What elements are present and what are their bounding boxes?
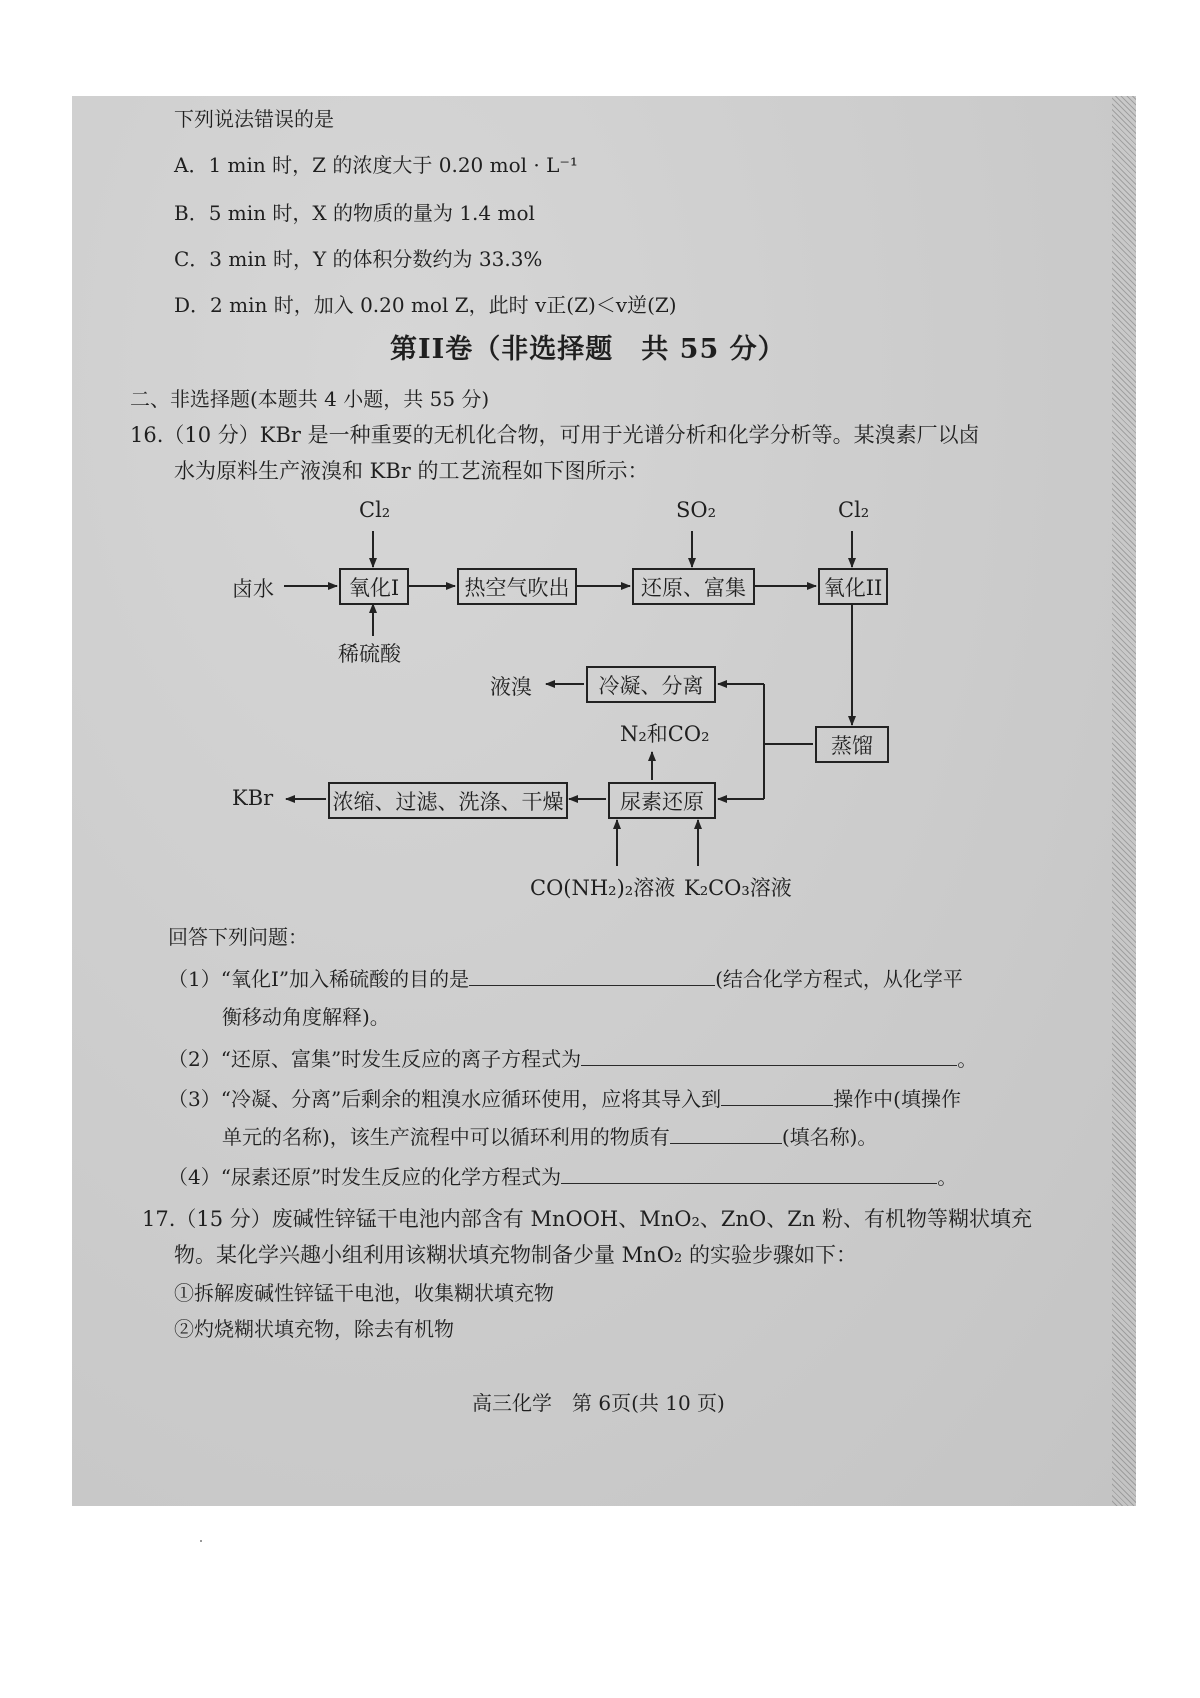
- q16-part1-blank[interactable]: [469, 967, 715, 986]
- q16-part1-hint: (结合化学方程式，从化学平: [715, 967, 963, 991]
- nitrogen-co2-output: N₂和CO₂: [620, 722, 710, 746]
- q16-part4-blank[interactable]: [561, 1165, 937, 1184]
- q16-part4-prompt: （4）“尿素还原”时发生反应的化学方程式为: [168, 1165, 562, 1189]
- section2-subheading: 二、非选择题(本题共 4 小题，共 55 分): [130, 387, 490, 411]
- potassium-carbonate-solution-input: K₂CO₃溶液: [684, 876, 792, 900]
- q16-part3-line2: [222, 1124, 877, 1150]
- q16-part3-hint2: (填名称)。: [781, 1125, 878, 1149]
- q16-part3-prompt2: 单元的名称)，该生产流程中可以循环利用的物质有: [222, 1125, 670, 1149]
- exam-page: [72, 96, 1136, 1506]
- q16-part3-blank1[interactable]: [721, 1087, 833, 1106]
- concentrate-filter-wash-dry-box: 浓缩、过滤、洗涤、干燥: [328, 782, 568, 819]
- dilute-sulfuric-acid-input: 稀硫酸: [338, 642, 401, 666]
- q16-part4-line: [168, 1164, 957, 1190]
- distillation-box: 蒸馏: [815, 726, 889, 763]
- q16-part3-prompt: （3）“冷凝、分离”后剩余的粗溴水应循环使用，应将其导入到: [168, 1087, 722, 1111]
- q17-step1: ①拆解废碱性锌锰干电池，收集糊状填充物: [174, 1281, 554, 1305]
- q16-part2-line: [168, 1046, 977, 1072]
- q16-answer-intro: 回答下列问题：: [168, 925, 308, 949]
- q16-part3-line1: [168, 1086, 961, 1112]
- scan-speck: [200, 1540, 202, 1542]
- q15-option-b: B．5 min 时，X 的物质的量为 1.4 mol: [174, 201, 535, 225]
- q16-stem-line1: 16.（10 分）KBr 是一种重要的无机化合物，可用于光谱分析和化学分析等。某溴素厂以卤: [130, 423, 980, 447]
- q16-part2-end: 。: [957, 1047, 978, 1071]
- reduce-enrich-box: 还原、富集: [632, 568, 755, 605]
- sulfur-dioxide-input: SO₂: [676, 498, 717, 522]
- q17-line2: 物。某化学兴趣小组利用该糊状填充物制备少量 MnO₂ 的实验步骤如下：: [174, 1243, 858, 1267]
- chlorine-input-2: Cl₂: [838, 498, 870, 522]
- q15-option-d: D．2 min 时，加入 0.20 mol Z，此时 v正(Z)＜v逆(Z): [174, 293, 677, 317]
- brine-input: 卤水: [232, 577, 274, 601]
- flowchart-arrows: [72, 96, 1136, 996]
- q16-part1-line1: [168, 966, 963, 992]
- page-edge-texture: [1112, 96, 1136, 1506]
- q16-part1-prompt: （1）“氧化I”加入稀硫酸的目的是: [168, 967, 470, 991]
- kbr-output: KBr: [232, 786, 274, 810]
- q16-part3-hint1: 操作中(填操作: [833, 1087, 961, 1111]
- q16-part4-end: 。: [937, 1165, 958, 1189]
- q17-line1: 17.（15 分）废碱性锌锰干电池内部含有 MnOOH、MnO₂、ZnO、Zn 粉、有机物等糊状填充: [142, 1207, 1033, 1231]
- section2-heading: 第II卷（非选择题 共 55 分）: [390, 334, 786, 365]
- liquid-bromine-output: 液溴: [490, 675, 532, 699]
- q16-part3-blank2[interactable]: [670, 1125, 782, 1144]
- q16-part2-prompt: （2）“还原、富集”时发生反应的离子方程式为: [168, 1047, 582, 1071]
- urea-reduction-box: 尿素还原: [608, 782, 716, 819]
- hot-air-blow-box: 热空气吹出: [457, 568, 577, 605]
- page-footer: 高三化学 第 6页(共 10 页): [472, 1391, 725, 1415]
- q17-step2: ②灼烧糊状填充物，除去有机物: [174, 1317, 454, 1341]
- q15-option-a: A．1 min 时，Z 的浓度大于 0.20 mol · L⁻¹: [174, 153, 578, 177]
- q16-part1-line2: 衡移动角度解释)。: [222, 1005, 390, 1029]
- oxidation-2-box: 氧化II: [818, 568, 888, 605]
- q15-intro: 下列说法错误的是: [174, 107, 334, 131]
- q15-option-c: C．3 min 时，Y 的体积分数约为 33.3%: [174, 247, 543, 271]
- urea-solution-input: CO(NH₂)₂溶液: [530, 876, 676, 900]
- q16-stem-line2: 水为原料生产液溴和 KBr 的工艺流程如下图所示：: [174, 459, 649, 483]
- condense-separate-box: 冷凝、分离: [586, 666, 716, 703]
- oxidation-1-box: 氧化I: [339, 568, 409, 605]
- q16-part2-blank[interactable]: [581, 1047, 957, 1066]
- chlorine-input-1: Cl₂: [359, 498, 391, 522]
